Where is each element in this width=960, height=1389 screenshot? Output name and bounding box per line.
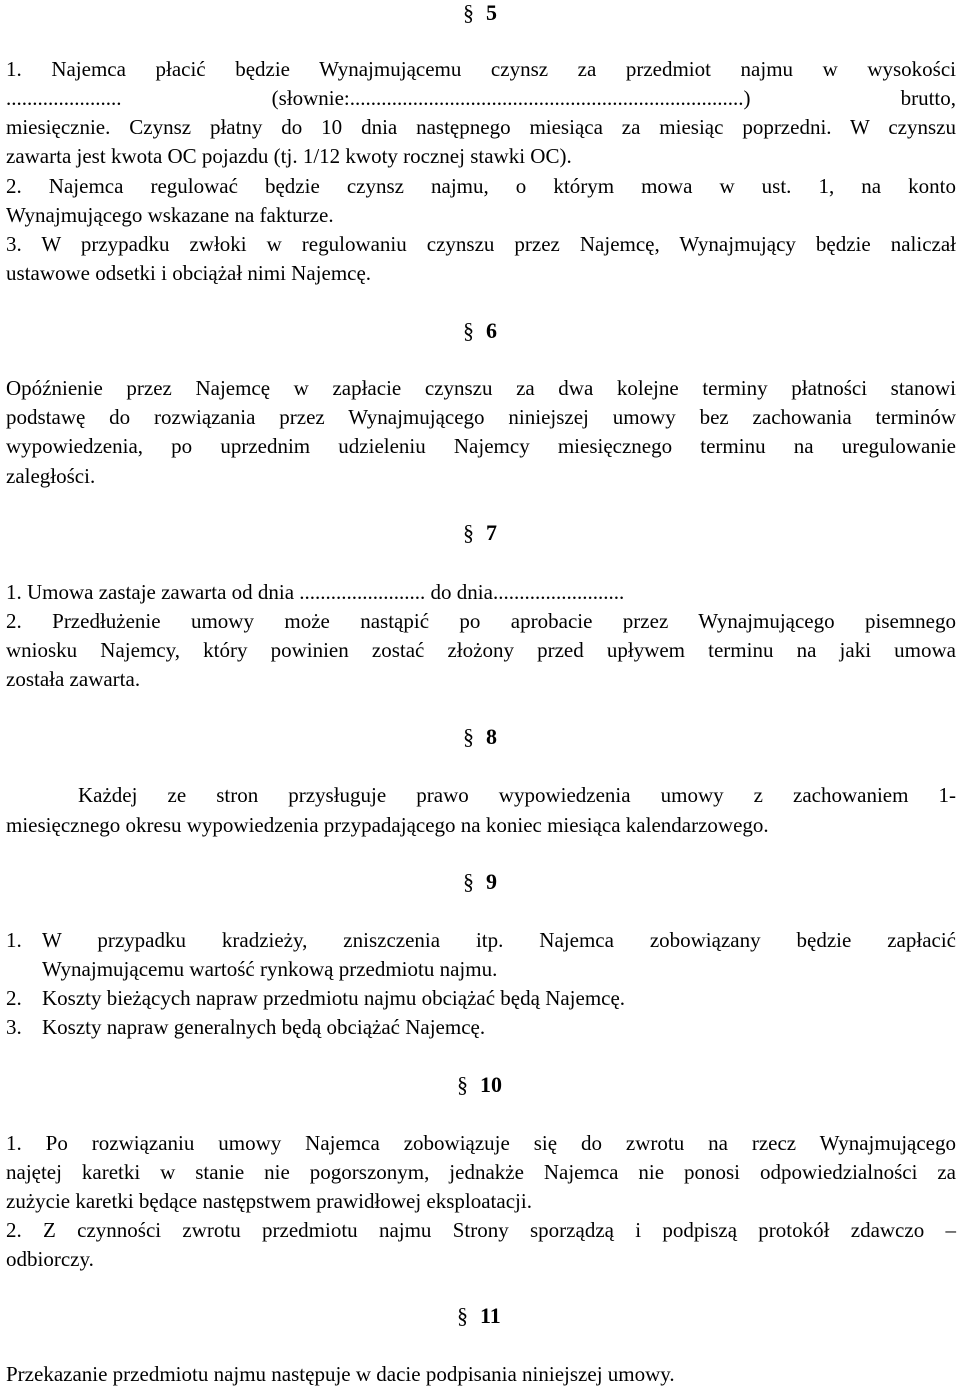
section-number: 6	[486, 318, 497, 343]
section-10-line: 2. Z czynności zwrotu przedmiotu najmu Strony sporządzą i podpiszą protokół zdawczo –	[6, 1218, 956, 1242]
list-item-text: W przypadku kradzieży, zniszczenia itp. Najemca zobowiązany będzie zapłacić	[42, 928, 956, 952]
section-symbol: §	[457, 1072, 468, 1097]
section-5-line: 1. Najemca płacić będzie Wynajmującemu czynsz za przedmiot najmu w wysokości	[6, 57, 956, 81]
list-item-text: Koszty bieżących napraw przedmiotu najmu obciążać będą Najemcę.	[42, 986, 626, 1010]
section-number: 8	[486, 724, 497, 749]
section-symbol: §	[463, 318, 474, 343]
section-11-heading	[457, 1303, 501, 1329]
section-9-heading	[463, 869, 497, 895]
section-symbol: §	[463, 869, 474, 894]
section-symbol: §	[463, 724, 474, 749]
section-6-line: zaległości.	[6, 464, 96, 488]
section-symbol: §	[457, 1303, 468, 1328]
section-7-heading	[463, 520, 497, 546]
section-8-line: miesięcznego okresu wypowiedzenia przypadającego na koniec miesiąca kalendarzowego.	[6, 813, 769, 837]
section-7-line: została zawarta.	[6, 667, 141, 691]
section-10-heading	[457, 1072, 502, 1098]
section-number: 7	[486, 520, 497, 545]
list-item-number: 2.	[6, 986, 22, 1010]
section-8-heading	[463, 724, 497, 750]
section-6-line: wypowiedzenia, po uprzednim udzieleniu Najemcy miesięcznego terminu na uregulowanie	[6, 434, 956, 458]
section-number: 11	[480, 1303, 501, 1328]
section-10-line: odbiorczy.	[6, 1247, 94, 1271]
section-10-line: najętej karetki w stanie nie pogorszonym, jednakże Najemca nie ponosi odpowiedzialności za	[6, 1160, 956, 1184]
section-symbol: §	[463, 520, 474, 545]
section-5-line: miesięcznie. Czynsz płatny do 10 dnia następnego miesiąca za miesiąc poprzedni. W czynszu	[6, 115, 956, 139]
list-item-number: 3.	[6, 1015, 22, 1039]
section-5-line: ustawowe odsetki i obciążał nimi Najemcę.	[6, 261, 372, 285]
section-5-line: Wynajmującego wskazane na fakturze.	[6, 203, 334, 227]
section-symbol: §	[463, 0, 474, 25]
section-6-line: podstawę do rozwiązania przez Wynajmującego niniejszej umowy bez zachowania terminów	[6, 405, 956, 429]
section-11-line: Przekazanie przedmiotu najmu następuje w dacie podpisania niniejszej umowy.	[6, 1362, 675, 1386]
section-7-line: 1. Umowa zastaje zawarta od dnia ........................ do dnia.........................	[6, 580, 625, 604]
section-6-line: Opóźnienie przez Najemcę w zapłacie czynszu za dwa kolejne terminy płatności stanowi	[6, 376, 956, 400]
section-7-line: wniosku Najemcy, który powinien zostać złożony przed upływem terminu na jaki umowa	[6, 638, 956, 662]
section-number: 5	[486, 0, 497, 25]
section-5-line: 2. Najemca regulować będzie czynsz najmu, o którym mowa w ust. 1, na konto	[6, 174, 956, 198]
list-item-text: Koszty napraw generalnych będą obciążać Najemcę.	[42, 1015, 486, 1039]
section-5-line: ...................... (słownie:...........................................................................) brutto,	[6, 86, 956, 110]
section-number: 9	[486, 869, 497, 894]
list-item-text: Wynajmującemu wartość rynkową przedmiotu najmu.	[42, 957, 498, 981]
section-10-line: 1. Po rozwiązaniu umowy Najemca zobowiązuje się do zwrotu na rzecz Wynajmującego	[6, 1131, 956, 1155]
section-10-line: zużycie karetki będące następstwem prawidłowej eksploatacji.	[6, 1189, 532, 1213]
section-7-line: 2. Przedłużenie umowy może nastąpić po aprobacie przez Wynajmującego pisemnego	[6, 609, 956, 633]
section-5-line: 3. W przypadku zwłoki w regulowaniu czynszu przez Najemcę, Wynajmujący będzie naliczał	[6, 232, 956, 256]
section-5-heading	[463, 0, 497, 26]
section-8-line: Każdej ze stron przysługuje prawo wypowiedzenia umowy z zachowaniem 1-	[78, 783, 956, 807]
section-5-line: zawarta jest kwota OC pojazdu (tj. 1/12 kwoty rocznej stawki OC).	[6, 144, 572, 168]
section-6-heading	[463, 318, 497, 344]
section-number: 10	[480, 1072, 502, 1097]
list-item-number: 1.	[6, 928, 22, 952]
